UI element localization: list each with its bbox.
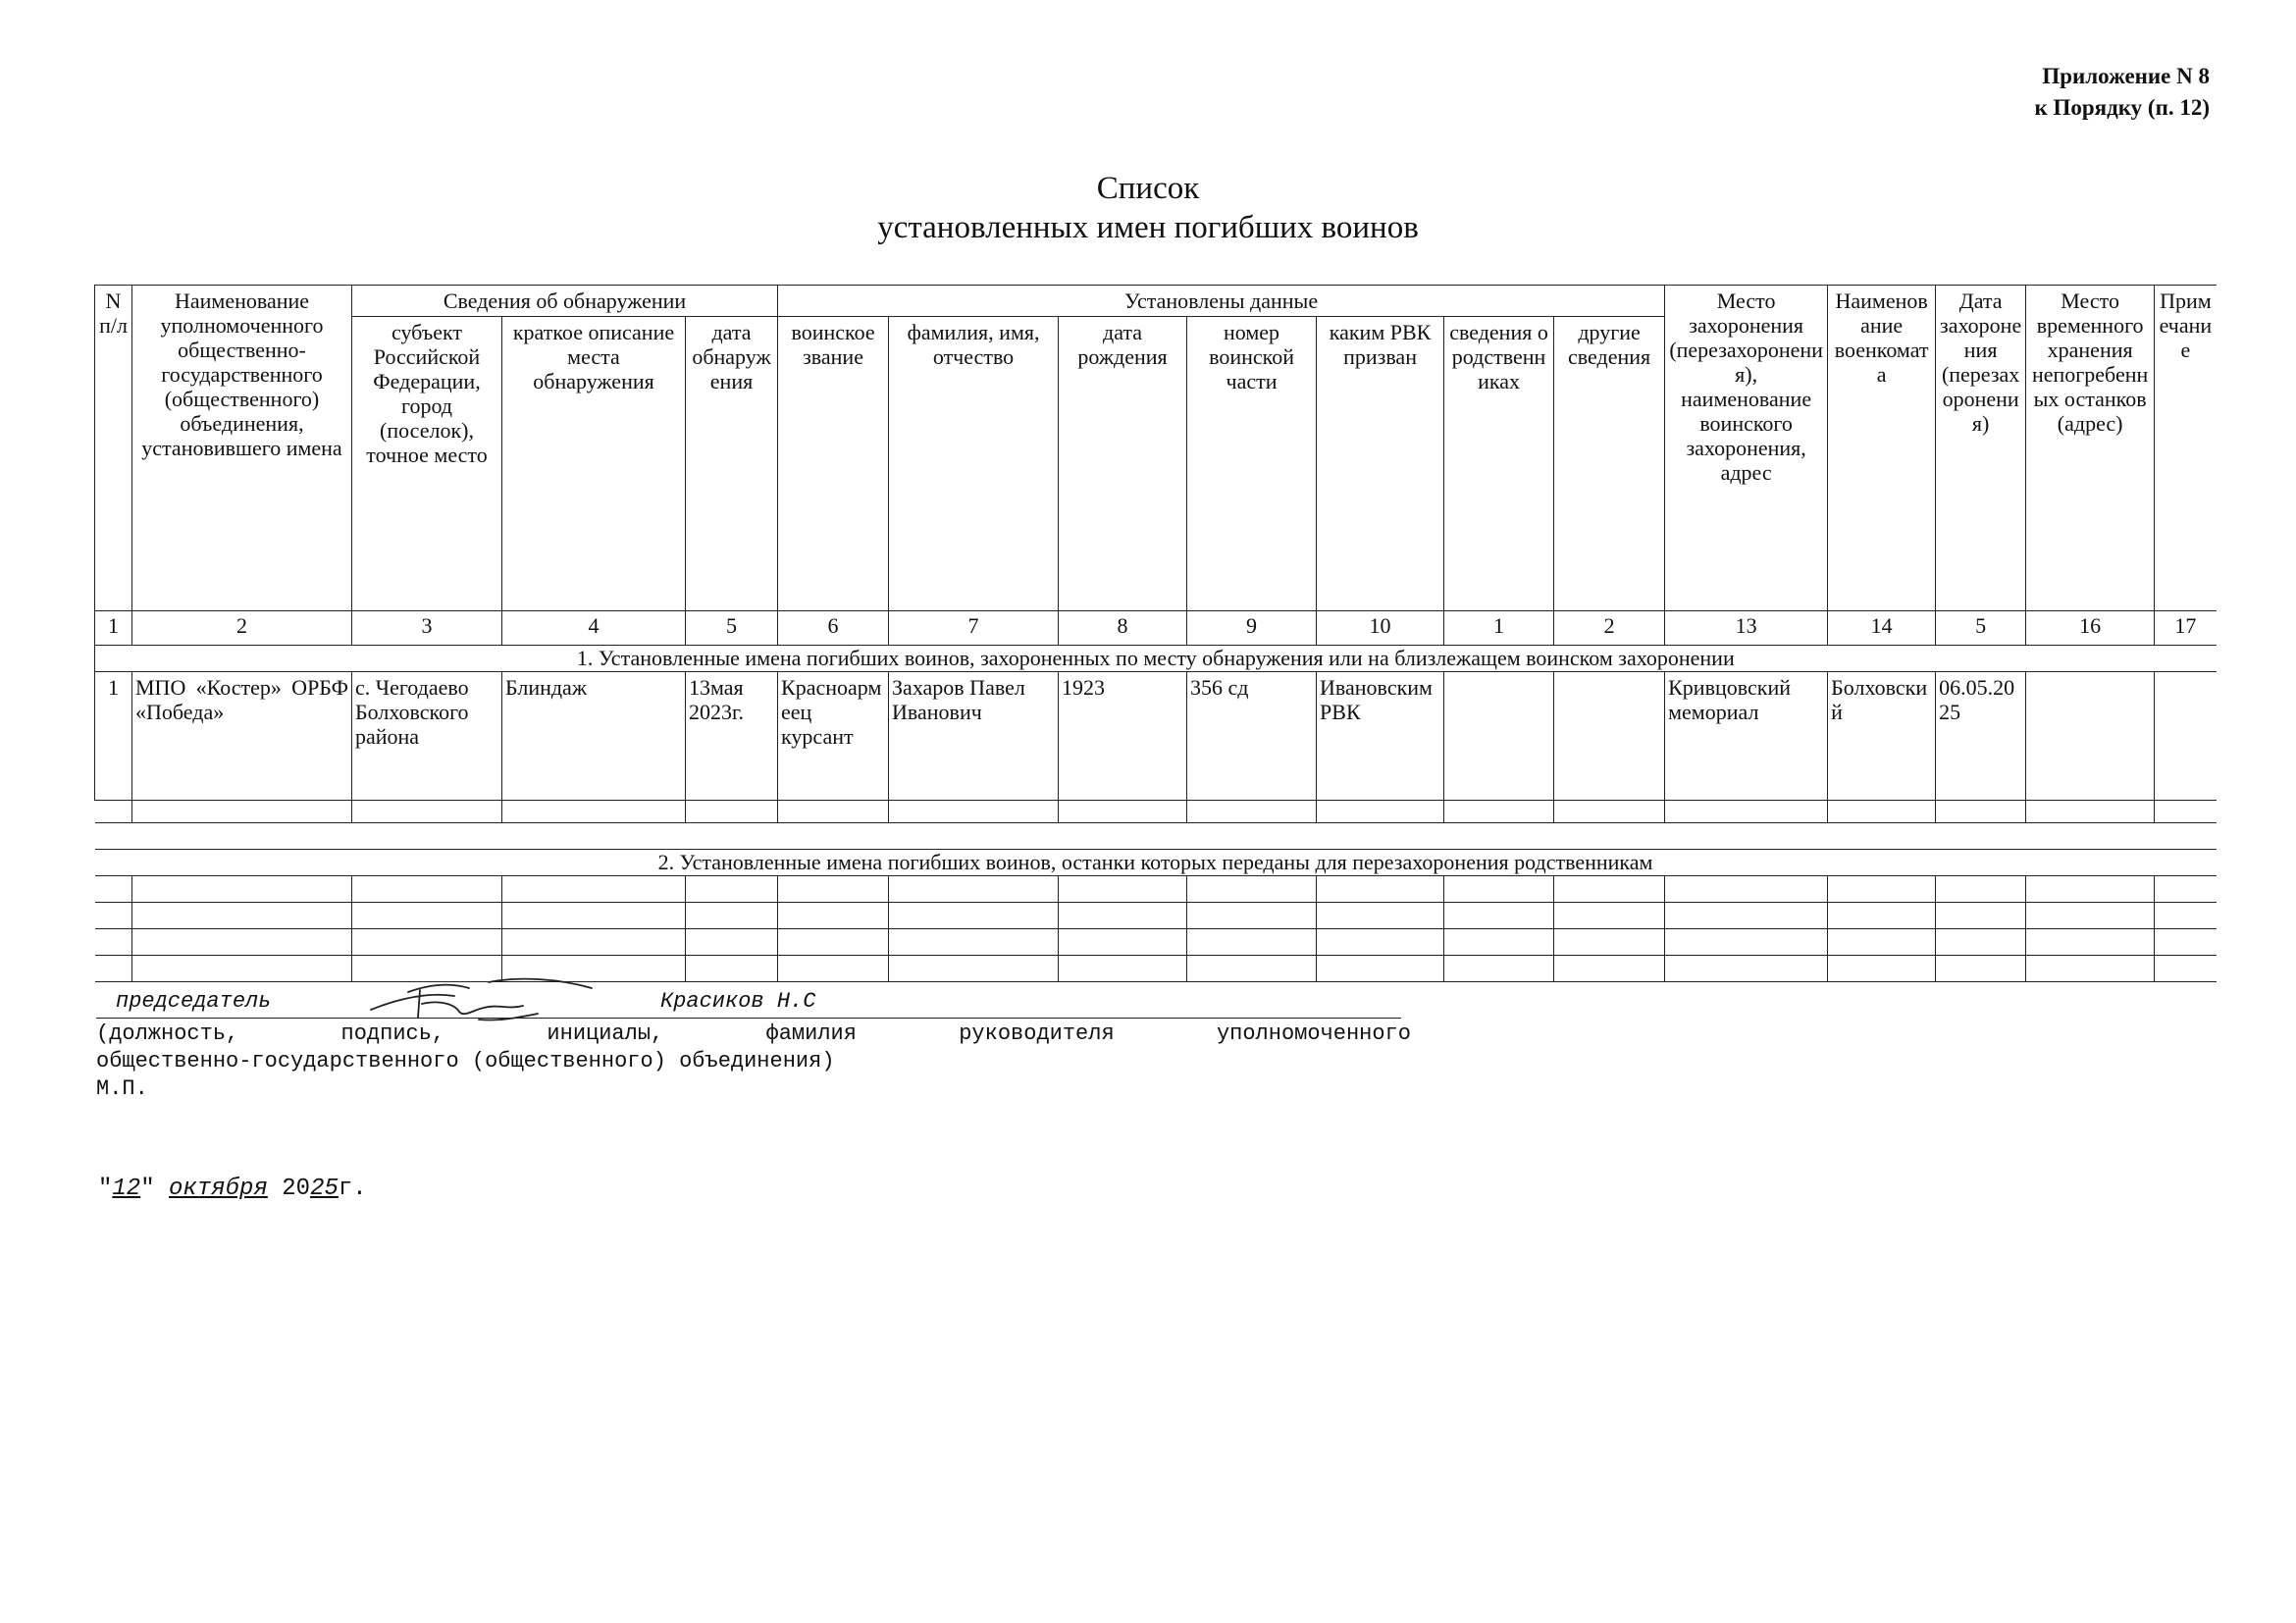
empty-cell [778,876,889,903]
cell-relatives [1444,672,1554,801]
empty-cell [686,956,778,982]
empty-cell [95,956,132,982]
soldiers-table-wrapper [94,285,2216,982]
appendix-line-1: Приложение N 8 [2042,64,2210,88]
signature-line [96,984,1401,1019]
empty-cell [889,929,1059,956]
header-temp-storage: Место временного хранения непогребенных останков (адрес) [2026,286,2155,611]
empty-cell [1059,801,1187,823]
empty-cell [2026,876,2155,903]
empty-cell [352,903,502,929]
caption-word: уполномоченного [1216,1021,1411,1046]
empty-cell [1665,801,1828,823]
caption-word: (должность, [96,1021,239,1046]
document-title [0,169,2296,247]
empty-cell [1665,929,1828,956]
header-rank: воинское звание [778,317,889,611]
header-commissariat: Наименование военкомата [1828,286,1936,611]
empty-cell [2026,956,2155,982]
header-birth-date: дата рождения [1059,317,1187,611]
date-year-suffix: г. [338,1176,367,1202]
empty-cell [1665,903,1828,929]
empty-cell [2155,929,2217,956]
date-month: октября [169,1176,268,1202]
empty-cell [1187,956,1317,982]
empty-cell [889,956,1059,982]
column-number: 1 [1444,611,1554,646]
signature-block [96,984,1411,1103]
table-row-empty [95,876,2217,903]
empty-cell [778,903,889,929]
column-number: 2 [132,611,352,646]
empty-cell [1059,956,1187,982]
empty-cell [1828,903,1936,929]
empty-cell [2155,801,2217,823]
empty-cell [2155,876,2217,903]
empty-cell [1317,801,1444,823]
empty-cell [1444,929,1554,956]
empty-cell [132,956,352,982]
empty-cell [2155,956,2217,982]
empty-cell [2026,801,2155,823]
cell-commissariat: Болховский [1828,672,1936,801]
cell-discovery-date: 13мая 2023г. [686,672,778,801]
empty-cell [95,929,132,956]
empty-cell [1059,929,1187,956]
empty-cell [778,801,889,823]
empty-cell [502,929,686,956]
empty-cell [2155,903,2217,929]
date-open-quote: " [98,1176,113,1202]
column-number: 10 [1317,611,1444,646]
date-year-prefix: 20 [282,1176,311,1202]
caption-word: фамилия [765,1021,857,1046]
header-place-desc: краткое описание места обнаружения [502,317,686,611]
column-number: 2 [1554,611,1665,646]
header-org: Наименование уполномоченного общественно-государственного (общественного) объединения, установившего имена [132,286,352,611]
empty-cell [1444,876,1554,903]
empty-cell [1444,801,1554,823]
column-number: 13 [1665,611,1828,646]
signature-caption [96,1021,1411,1048]
column-number: 17 [2155,611,2217,646]
cell-fio: Захаров Павел Иванович [889,672,1059,801]
empty-cell [1444,903,1554,929]
header-established-group: Установлены данные [778,286,1665,317]
empty-cell [1828,929,1936,956]
caption-word: подпись, [340,1021,445,1046]
empty-cell [132,929,352,956]
empty-cell [686,801,778,823]
document-date [98,1176,367,1202]
header-relatives: сведения о родственниках [1444,317,1554,611]
title-line-2: установленных имен погибших воинов [877,210,1419,245]
header-note: Примечание [2155,286,2217,611]
header-discovery-date: дата обнаружения [686,317,778,611]
column-number: 3 [352,611,502,646]
empty-cell [1444,956,1554,982]
header-rvk: каким РВК призван [1317,317,1444,611]
empty-cell [1554,801,1665,823]
column-number: 1 [95,611,132,646]
table-row-empty [95,801,2217,823]
cell-birth-date: 1923 [1059,672,1187,801]
empty-cell [889,876,1059,903]
handwritten-signature [361,970,616,1029]
cell-unit: 356 сд [1187,672,1317,801]
empty-cell [95,876,132,903]
empty-cell [502,903,686,929]
empty-cell [1936,956,2026,982]
empty-cell [1828,801,1936,823]
header-subject: субъект Российской Федерации, город (поселок), точное место [352,317,502,611]
cell-subject: с. Чегодаево Болховского района [352,672,502,801]
empty-cell [1828,956,1936,982]
cell-rvk: Ивановским РВК [1317,672,1444,801]
empty-cell [1317,903,1444,929]
column-number: 5 [1936,611,2026,646]
cell-place-desc: Блиндаж [502,672,686,801]
header-burial-place: Место захоронения (перезахоронения), наименование воинского захоронения, адрес [1665,286,1828,611]
empty-cell [1187,929,1317,956]
cell-rank: Красноармеец курсант [778,672,889,801]
column-number: 5 [686,611,778,646]
empty-cell [1554,876,1665,903]
column-number: 16 [2026,611,2155,646]
cell-org: МПО «Костер» ОРБФ «Победа» [132,672,352,801]
caption-word: руководителя [959,1021,1115,1046]
empty-cell [1187,876,1317,903]
column-number: 8 [1059,611,1187,646]
cell-burial-place: Кривцовский мемориал [1665,672,1828,801]
column-number: 9 [1187,611,1317,646]
date-year-digits: 25 [310,1176,339,1202]
empty-cell [502,876,686,903]
column-numbers-row [95,611,2217,646]
header-fio: фамилия, имя, отчество [889,317,1059,611]
spacer-row [95,823,2217,850]
header-other: другие сведения [1554,317,1665,611]
cell-num: 1 [95,672,132,801]
column-number: 14 [1828,611,1936,646]
table-row-empty [95,903,2217,929]
empty-cell [1317,929,1444,956]
title-line-1: Список [1096,171,1200,206]
empty-cell [1936,876,2026,903]
empty-cell [2026,903,2155,929]
empty-cell [889,801,1059,823]
empty-cell [502,801,686,823]
date-day: 12 [112,1176,141,1202]
empty-cell [686,903,778,929]
empty-cell [889,903,1059,929]
cell-burial-date: 06.05.2025 [1936,672,2026,801]
empty-cell [1665,876,1828,903]
empty-cell [352,876,502,903]
section-1-row [95,646,2217,672]
empty-cell [1554,903,1665,929]
section-2-row [95,850,2217,876]
empty-cell [1554,956,1665,982]
empty-cell [95,801,132,823]
column-number: 7 [889,611,1059,646]
section-2-heading: 2. Установленные имена погибших воинов, останки которых переданы для перезахоронения родственникам [95,850,2217,876]
column-number: 4 [502,611,686,646]
spacer-cell [95,823,2217,850]
empty-cell [132,903,352,929]
cell-other [1554,672,1665,801]
section-1-heading: 1. Установленные имена погибших воинов, захороненных по месту обнаружения или на близлежащем воинском захоронении [95,646,2217,672]
empty-cell [1059,903,1187,929]
signer-name: Красиков Н.С [660,989,816,1014]
header-unit: номер воинской части [1187,317,1317,611]
empty-cell [1665,956,1828,982]
table-row-empty [95,929,2217,956]
empty-cell [1059,876,1187,903]
stamp-place-label: М.П. [96,1076,148,1101]
cell-temp-storage [2026,672,2155,801]
empty-cell [686,876,778,903]
column-number: 6 [778,611,889,646]
empty-cell [1936,903,2026,929]
empty-cell [352,929,502,956]
empty-cell [2026,929,2155,956]
header-discovery-group: Сведения об обнаружении [352,286,778,317]
appendix-note [2034,61,2210,124]
header-burial-date: Дата захоронения (перезахоронения) [1936,286,2026,611]
empty-cell [686,929,778,956]
empty-cell [1317,876,1444,903]
empty-cell [352,801,502,823]
signer-position: председатель [116,989,272,1014]
empty-cell [1936,801,2026,823]
empty-cell [778,956,889,982]
empty-cell [1936,929,2026,956]
header-num: N п/л [95,286,132,611]
empty-cell [1828,876,1936,903]
empty-cell [1554,929,1665,956]
empty-cell [778,929,889,956]
appendix-line-2: к Порядку (п. 12) [2034,95,2210,120]
empty-cell [1187,801,1317,823]
soldiers-table [94,285,2217,982]
caption-word: инициалы, [547,1021,664,1046]
table-row [95,672,2217,801]
header-row-top [95,286,2217,317]
empty-cell [132,876,352,903]
empty-cell [1187,903,1317,929]
empty-cell [132,801,352,823]
cell-note [2155,672,2217,801]
empty-cell [95,903,132,929]
signature-caption-line-2: общественно-государственного (общественного) объединения) [96,1049,835,1073]
date-close-quote: " [140,1176,155,1202]
empty-cell [1317,956,1444,982]
